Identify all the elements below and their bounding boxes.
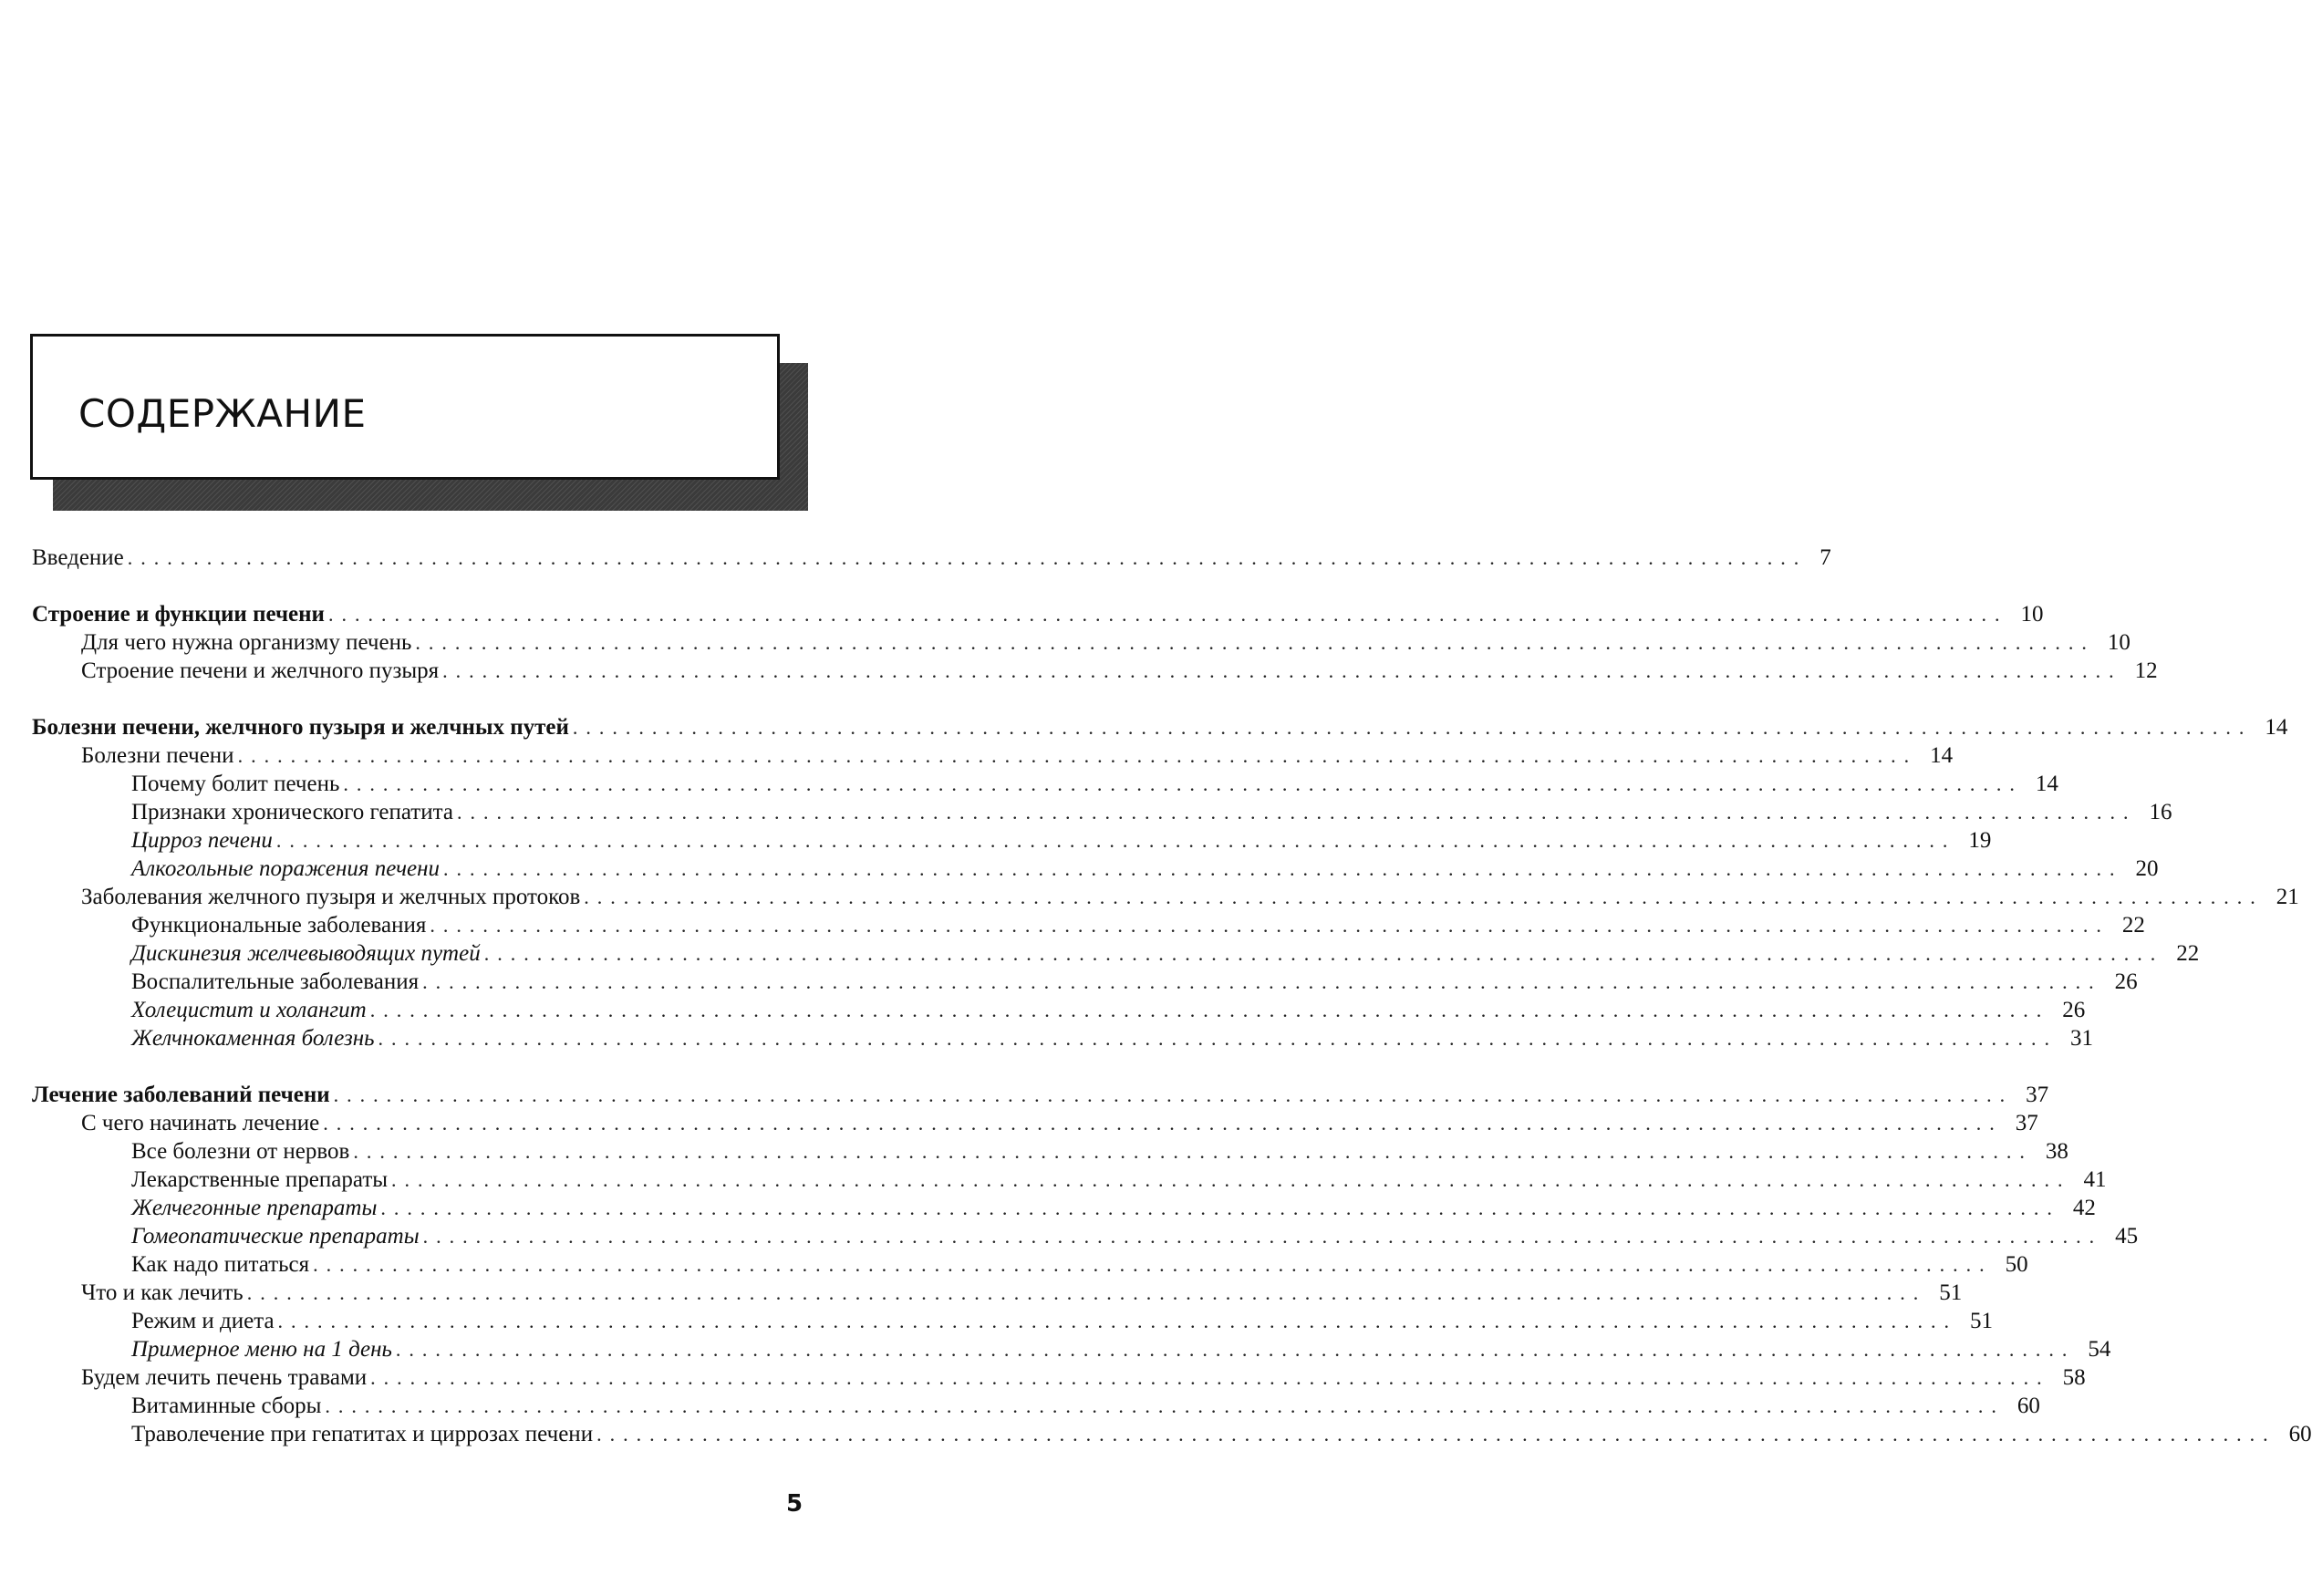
toc-entry-label: Лекарственные препараты — [131, 1167, 389, 1192]
toc-entry-page: 14 — [2265, 715, 2288, 740]
toc-leader: ............................................................................................................................... — [430, 914, 2110, 937]
toc-leader: ............................................................................................................................... — [483, 942, 2164, 965]
toc-entry-label: Дискинезия желчевыводящих путей — [131, 941, 481, 966]
toc-entry-label: Холецистит и холангит — [131, 998, 367, 1022]
toc-entry-page: 37 — [2026, 1083, 2049, 1107]
toc-entry[interactable] — [0, 1109, 2038, 1137]
toc-entry-page: 38 — [2045, 1139, 2068, 1164]
toc-entry-label: Признаки хронического гепатита — [131, 800, 453, 824]
toc-leader: ............................................................................................................................... — [127, 546, 1808, 569]
toc-entry-label: Заболевания желчного пузыря и желчных протоков — [81, 885, 581, 909]
toc-leader: ............................................................................................................................... — [395, 1338, 2076, 1361]
toc-leader: ............................................................................................................................... — [370, 1366, 2050, 1389]
toc-entry[interactable] — [0, 968, 2138, 996]
toc-entry-page: 10 — [2107, 630, 2131, 655]
toc-leader: ............................................................................................................................... — [572, 716, 2253, 739]
toc-leader: ............................................................................................................................... — [456, 801, 2137, 824]
title-box — [30, 334, 780, 480]
toc-entry-label: Будем лечить печень травами — [81, 1365, 368, 1390]
toc-entry[interactable] — [0, 1420, 2312, 1448]
toc-leader: ............................................................................................................................... — [333, 1083, 2014, 1106]
toc-entry[interactable] — [0, 1250, 2028, 1279]
toc-leader: ............................................................................................................................... — [246, 1281, 1927, 1304]
toc-entry-label: Строение печени и желчного пузыря — [81, 658, 440, 683]
toc-entry-page: 41 — [2083, 1167, 2107, 1192]
toc-entry-label: Почему болит печень — [131, 772, 340, 796]
toc-leader: ............................................................................................................................... — [325, 1394, 2005, 1417]
toc-leader: ............................................................................................................................... — [275, 829, 1956, 852]
toc-entry-page: 14 — [2035, 772, 2058, 796]
toc-entry-page: 19 — [1968, 828, 1992, 853]
toc-entry[interactable] — [0, 1392, 2040, 1420]
toc-entry-label: Что и как лечить — [81, 1280, 244, 1305]
toc-entry[interactable] — [0, 1024, 2094, 1052]
toc-leader: ............................................................................................................................... — [380, 1197, 2060, 1219]
toc-entry-page: 21 — [2276, 885, 2299, 909]
toc-entry[interactable] — [0, 996, 2086, 1024]
toc-entry[interactable] — [0, 1222, 2139, 1250]
toc-entry-label: Все болезни от нервов — [131, 1139, 350, 1164]
toc-entry-page: 12 — [2134, 658, 2158, 683]
toc-leader: ............................................................................................................................... — [343, 772, 2023, 795]
toc-entry-label: Траволечение при гепатитах и циррозах печени — [131, 1422, 594, 1446]
toc-entry-page: 7 — [1820, 545, 1831, 570]
toc-entry-label: Болезни печени, желчного пузыря и желчных путей — [32, 715, 569, 740]
toc-entry[interactable] — [0, 741, 1954, 770]
toc-entry[interactable] — [0, 855, 2159, 883]
toc-leader: ............................................................................................................................... — [327, 603, 2008, 626]
toc-entry[interactable] — [0, 826, 1992, 855]
toc-leader: ............................................................................................................................... — [596, 1423, 2276, 1446]
toc-entry-page: 50 — [2005, 1252, 2028, 1277]
page-number: 5 — [786, 1490, 803, 1518]
toc-leader: ............................................................................................................................... — [443, 857, 2123, 880]
toc-entry[interactable] — [0, 798, 2172, 826]
toc-entry[interactable] — [0, 657, 2158, 685]
toc-entry-page: 31 — [2070, 1026, 2094, 1051]
toc-entry-label: Как надо питаться — [131, 1252, 310, 1277]
toc-entry-page: 37 — [2015, 1111, 2038, 1135]
toc-entry[interactable] — [0, 713, 2288, 741]
toc-entry-page: 45 — [2115, 1224, 2139, 1249]
toc-leader: ............................................................................................................................... — [323, 1112, 2003, 1135]
toc-entry[interactable] — [0, 1307, 1994, 1335]
toc-entry-page: 22 — [2121, 913, 2145, 938]
toc-leader: ............................................................................................................................... — [422, 970, 2102, 993]
toc-entry-page: 10 — [2020, 602, 2044, 627]
toc-entry-label: Примерное меню на 1 день — [131, 1337, 392, 1362]
toc-leader: ............................................................................................................................... — [237, 744, 1918, 767]
toc-entry-page: 54 — [2088, 1337, 2111, 1362]
toc-leader: ............................................................................................................................... — [277, 1310, 1958, 1332]
toc-entry-label: Строение и функции печени — [32, 602, 325, 627]
toc-entry[interactable] — [0, 544, 1831, 572]
toc-entry-label: Витаминные сборы — [131, 1394, 322, 1418]
toc-entry-page: 20 — [2135, 856, 2159, 881]
toc-entry-label: Воспалительные заболевания — [131, 969, 420, 994]
toc-entry-label: Цирроз печени — [131, 828, 273, 853]
toc-leader: ............................................................................................................................... — [584, 886, 2264, 908]
toc-leader: ............................................................................................................................... — [313, 1253, 1993, 1276]
toc-entry[interactable] — [0, 1166, 2107, 1194]
toc-entry-page: 51 — [1939, 1280, 1963, 1305]
toc-entry-label: Алкогольные поражения печени — [131, 856, 440, 881]
toc-entry-page: 16 — [2149, 800, 2172, 824]
page-title: СОДЕРЖАНИЕ — [78, 391, 367, 436]
toc-entry-label: Режим и диета — [131, 1309, 275, 1333]
toc-leader: ............................................................................................................................... — [369, 999, 2050, 1021]
toc-entry-page: 58 — [2062, 1365, 2086, 1390]
toc-entry-label: Гомеопатические препараты — [131, 1224, 420, 1249]
toc-entry-page: 42 — [2072, 1196, 2096, 1220]
toc-entry-page: 26 — [2062, 998, 2086, 1022]
toc-leader: ............................................................................................................................... — [442, 659, 2122, 682]
toc-entry[interactable] — [0, 628, 2131, 657]
toc-entry[interactable] — [0, 883, 2299, 911]
toc-entry[interactable] — [0, 1137, 2068, 1166]
toc-entry-page: 51 — [1970, 1309, 1994, 1333]
toc-entry-label: С чего начинать лечение — [81, 1111, 320, 1135]
toc-entry-page: 26 — [2114, 969, 2138, 994]
toc-entry-label: Желчнокаменная болезнь — [131, 1026, 375, 1051]
toc-entry[interactable] — [0, 911, 2145, 939]
toc-entry[interactable] — [0, 1363, 2086, 1392]
toc-entry[interactable] — [0, 1335, 2111, 1363]
toc-entry-page: 60 — [2288, 1422, 2312, 1446]
toc-leader: ............................................................................................................................... — [415, 631, 2095, 654]
toc-entry-page: 14 — [1930, 743, 1954, 768]
toc-leader: ............................................................................................................................... — [378, 1027, 2058, 1050]
toc-entry-page: 22 — [2176, 941, 2200, 966]
toc-leader: ............................................................................................................................... — [391, 1168, 2071, 1191]
toc-entry-label: Введение — [32, 545, 124, 570]
toc-entry[interactable] — [0, 939, 2200, 968]
toc-entry-label: Функциональные заболевания — [131, 913, 427, 938]
toc-entry-label: Лечение заболеваний печени — [32, 1083, 330, 1107]
toc-entry-label: Желчегонные препараты — [131, 1196, 378, 1220]
toc-leader: ............................................................................................................................... — [422, 1225, 2103, 1248]
toc-entry[interactable] — [0, 600, 2044, 628]
toc-entry-label: Болезни печени — [81, 743, 234, 768]
toc-entry[interactable] — [0, 770, 2058, 798]
toc-entry[interactable] — [0, 1279, 1963, 1307]
toc-entry-page: 60 — [2017, 1394, 2040, 1418]
toc-entry[interactable] — [0, 1194, 2096, 1222]
toc-entry[interactable] — [0, 1081, 2049, 1109]
toc-leader: ............................................................................................................................... — [353, 1140, 2033, 1163]
toc-entry-label: Для чего нужна организму печень — [81, 630, 412, 655]
